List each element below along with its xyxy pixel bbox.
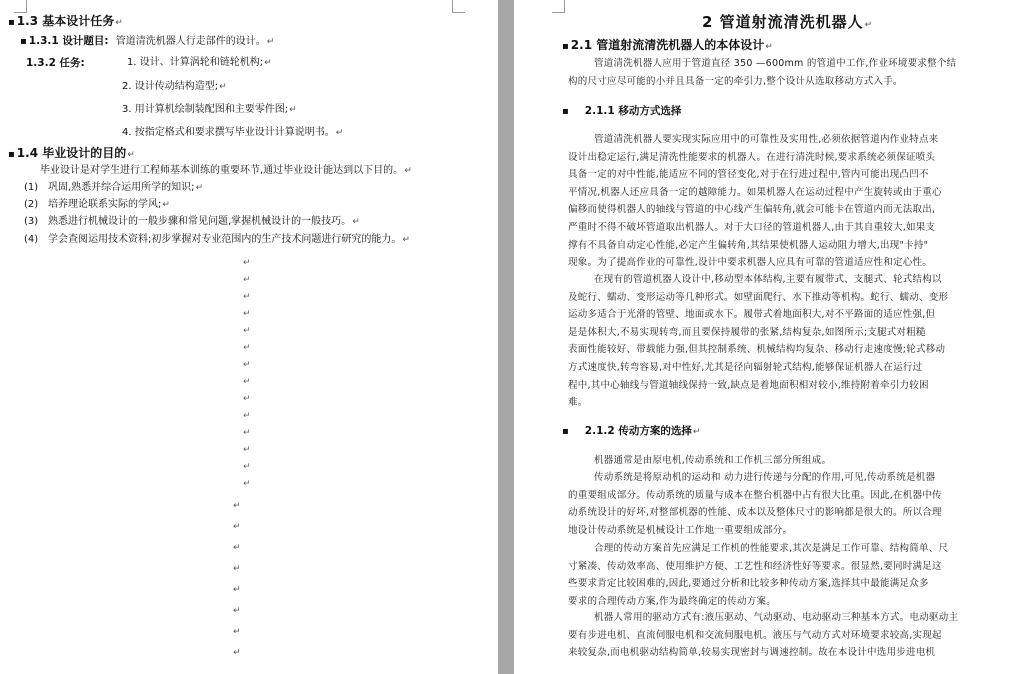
section-1-4-heading[interactable]: ▪ 1.4 毕业设计的目的↵ [8, 146, 135, 160]
section-2-1-heading[interactable]: ▪ 2.1 管道射流清洗机器人的本体设计↵ [562, 38, 773, 52]
heading-bullet: ▪ [562, 41, 569, 52]
section-1-3-2-label[interactable]: 1.3.2 任务: [26, 57, 85, 69]
task-item-2[interactable]: 2. 设计传动结构造型;↵ [122, 81, 227, 92]
empty-paragraph-mark: ↵ [233, 648, 241, 658]
empty-paragraph-mark: ↵ [233, 585, 241, 595]
empty-paragraph-mark: ↵ [243, 258, 251, 268]
heading-bullet: ▪ [562, 426, 569, 437]
crop-mark-top-left [14, 0, 27, 13]
heading-bullet: ▪ [8, 149, 15, 160]
empty-paragraph-mark: ↵ [233, 606, 241, 616]
heading-bullet: ▪ [8, 17, 15, 28]
empty-paragraph-mark: ↵ [243, 462, 251, 472]
heading-bullet: ▪ [562, 106, 569, 117]
task-item-1[interactable]: 1. 设计、计算涡轮和链轮机构;↵ [127, 57, 272, 68]
purpose-item-2[interactable]: (2) 培养理论联系实际的学风;↵ [24, 199, 170, 210]
empty-paragraph-mark: ↵ [243, 411, 251, 421]
heading-bullet: ▪ [20, 36, 27, 47]
empty-paragraph-mark: ↵ [243, 326, 251, 336]
purpose-item-4[interactable]: (4) 学会查阅运用技术资料;初步掌握对专业范围内的生产技术问题进行研究的能力。↵ [24, 234, 410, 245]
section-1-3-heading[interactable]: ▪ 1.3 基本设计任务↵ [8, 14, 123, 28]
empty-paragraph-mark: ↵ [243, 292, 251, 302]
section-2-1-1-paragraph-2[interactable]: 在现有的管道机器人设计中,移动型本体结构,主要有履带式、支腿式、轮式结构以 及蛇行、蠕动、变形运动等几种形式。如壁面爬行、水下推动等机构。蛇行、蠕动、变形 运动多适合于光滑的管壁、地面或水下。履带式着地面积大,对不平路面的适应性强,但 是是体积大,不易实现转弯,而且要保持履带的张紧,结构复杂,如图所示;支腿式对粗糙 表面性能较好、带载能力强,但其控制系统、机械结构均复杂、移动行走速度慢;轮式移动 方式速度快,转弯容易,对中性好,尤其是径向辐射轮式结构,能够保证机器人在运行过 程中,其中心轴线与管道轴线保持一致,缺点是着地面积相对较小,维持附着牵引力较困 难。 [568, 274, 949, 409]
empty-paragraph-mark: ↵ [233, 522, 241, 532]
empty-paragraph-mark: ↵ [243, 428, 251, 438]
crop-mark-top-right [452, 0, 465, 13]
empty-paragraph-mark: ↵ [233, 564, 241, 574]
section-1-4-intro[interactable]: 毕业设计是对学生进行工程师基本训练的重要环节,通过毕业设计能达到以下目的。↵ [40, 165, 412, 176]
section-2-1-1-heading[interactable]: ▪ 2.1.1 移动方式选择 [562, 105, 682, 117]
task-item-4[interactable]: 4. 按指定格式和要求撰写毕业设计计算说明书。↵ [122, 127, 344, 138]
document-page-left[interactable] [0, 0, 498, 674]
empty-paragraph-mark: ↵ [233, 627, 241, 637]
empty-paragraph-mark: ↵ [243, 360, 251, 370]
empty-paragraph-mark: ↵ [243, 343, 251, 353]
purpose-item-3[interactable]: (3) 熟悉进行机械设计的一般步骤和常见问题,掌握机械设计的一般技巧。↵ [24, 216, 360, 227]
empty-paragraph-mark: ↵ [233, 543, 241, 553]
section-2-1-2-paragraph-4[interactable]: 机器人常用的驱动方式有:液压驱动、气动驱动、电动驱动三种基本方式。电动驱动主 要有步进电机、直流伺服电机和交流伺服电机。液压与气动方式对环境要求较高,实现起 来较复杂,而电机驱动结构简单,较易实现密封与调速控制。故在本设计中选用步进电机 [568, 612, 959, 659]
chapter-title[interactable]: 2 管道射流清洗机器人↵ [702, 13, 874, 31]
empty-paragraph-mark: ↵ [243, 394, 251, 404]
empty-paragraph-mark: ↵ [233, 501, 241, 511]
empty-paragraph-mark: ↵ [243, 445, 251, 455]
section-1-3-1-line[interactable]: ▪ 1.3.1 设计题目: 管道清洗机器人行走部件的设计。↵ [20, 35, 275, 47]
task-item-3[interactable]: 3. 用计算机绘制装配图和主要零件图;↵ [122, 104, 297, 115]
section-2-1-1-paragraph-1[interactable]: 管道清洗机器人要实现实际应用中的可靠性及实用性,必须依据管道内作业特点来 设计出稳定运行,满足清洗性能要求的机器人。在进行清洗时候,要求系统必须保证喷头 具备一定的对中性能,能适应不同的管径变化,对于在行进过程中,管内可能出现凸凹不 平情况,机器人还应具备一定的越障能力。如果机器人在运动过程中产生旋转或由于重心 偏移而使得机器人的轴线与管道的中心线产生偏转角,就会可能卡在管道内而无法取出, 严重时不得不破坏管道取出机器人。对于大口径的管道机器人,由于其自重较大,如果支 撑有不具备自动定心性能,必定产生偏转角,其结果使机器人运动阻力增大,出现"卡持" 现象。为了提高作业的可靠性,设计中要求机器人应具有可靠的管道适应性和定心性。 [568, 134, 942, 269]
empty-paragraph-mark: ↵ [243, 479, 251, 489]
section-2-1-2-paragraph-1[interactable]: 机器通常是由原电机,传动系统和工作机三部分所组成。 [594, 455, 832, 466]
section-2-1-2-heading[interactable]: ▪ 2.1.2 传动方案的选择↵ [562, 425, 701, 437]
section-2-1-2-paragraph-3[interactable]: 合理的传动方案首先应满足工作机的性能要求,其次是满足工作可靠、结构简单、尺 寸紧凑、传动效率高、使用维护方便、工艺性和经济性好等要求。很显然,要同时满足这 些要求肯定比较困难的,因此,要通过分析和比较多种传动方案,选择其中最能满足众多 要求的合理传动方案,作为最终确定的传动方案。 [568, 543, 949, 607]
empty-paragraph-mark: ↵ [243, 309, 251, 319]
empty-paragraph-mark: ↵ [243, 275, 251, 285]
document-page-right[interactable] [514, 0, 1032, 674]
empty-paragraph-mark: ↵ [243, 377, 251, 387]
purpose-item-1[interactable]: (1) 巩固,熟悉并综合运用所学的知识;↵ [24, 182, 204, 193]
section-2-1-paragraph[interactable]: 管道清洗机器人应用于管道直径 350 —600mm 的管道中工作,作业环境要求整个结 构的尺寸应尽可能的小并且具备一定的牵引力,整个设计从选取移动方式入手。 [568, 58, 957, 87]
section-2-1-2-paragraph-2[interactable]: 传动系统是将原动机的运动和 动力进行传递与分配的作用,可见,传动系统是机器 的重要组成部分。传动系统的质量与成本在整台机器中占有很大比重。因此,在机器中传 动系统设计的好坏,对整部机器的性能、成本以及整体尺寸的影响都是很大的。所以合理 地设计传动系统是机械设计工作地一重要组成部分。 [568, 472, 942, 536]
crop-mark-top-left [552, 0, 565, 13]
